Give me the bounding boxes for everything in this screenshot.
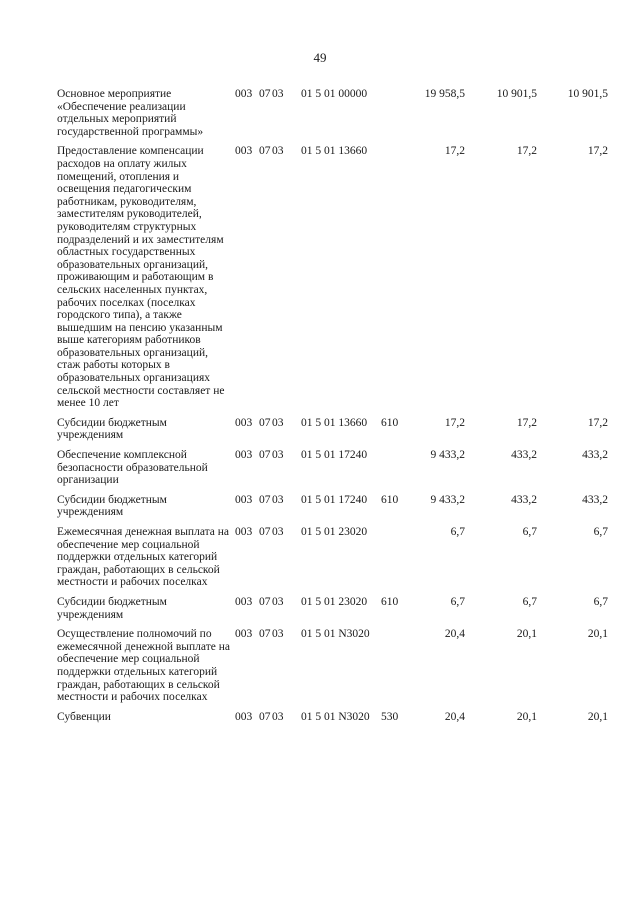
table-row [57,494,613,519]
row-gr-code: 003 [235,449,253,462]
row-gr-code: 003 [235,493,253,506]
row-amount-year-1: 19 958,5 [424,88,465,100]
row-target-code: 01 5 01 N3020 [301,710,370,723]
row-target-code: 01 5 01 17240 [301,449,368,462]
row-section: 07 [259,493,271,506]
row-subsection: 03 [272,710,284,723]
row-section: 07 [259,449,271,462]
table-row [57,449,613,487]
row-amount-year-1: 9 433,2 [430,449,465,462]
row-amount-year-3: 6,7 [593,526,608,538]
row-target-code: 01 5 01 17240 [301,493,368,506]
row-section: 07 [259,416,271,429]
row-section: 07 [259,526,271,538]
row-name: Ежемесячная денежная выплата на обеспечение мер социальной поддержки отдельных категорий граждан, работающих в сельской местности и рабочих поселках [57,526,230,589]
row-amount-year-3: 20,1 [587,628,608,641]
table-row [57,628,613,704]
row-amount-year-3: 10 901,5 [567,88,608,100]
row-amount-year-2: 17,2 [516,145,537,158]
row-amount-year-1: 17,2 [444,145,465,158]
row-name: Субвенции [57,710,111,723]
row-name: Субсидии бюджетным учреждениям [57,595,167,621]
row-amount-year-2: 10 901,5 [496,88,537,100]
row-amount-year-1: 9 433,2 [430,493,465,506]
row-expense-type: 610 [381,493,399,506]
table-row [57,596,613,621]
row-amount-year-2: 6,7 [522,595,537,608]
row-amount-year-3: 433,2 [582,493,608,506]
row-target-code: 01 5 01 23020 [301,595,368,608]
row-target-code: 01 5 01 N3020 [301,628,370,641]
row-name: Субсидии бюджетным учреждениям [57,416,167,442]
row-subsection: 03 [272,526,284,538]
row-gr-code: 003 [235,145,253,158]
table-row [57,417,613,442]
row-amount-year-2: 20,1 [516,628,537,641]
row-section: 07 [259,710,271,723]
row-amount-year-1: 6,7 [450,526,465,538]
row-expense-type: 610 [381,595,399,608]
row-section: 07 [259,88,271,100]
row-subsection: 03 [272,628,284,641]
row-target-code: 01 5 01 13660 [301,416,368,429]
row-target-code: 01 5 01 00000 [301,88,368,100]
table-row [57,88,613,138]
row-amount-year-1: 20,4 [444,710,465,723]
row-subsection: 03 [272,88,284,100]
row-amount-year-2: 6,7 [522,526,537,538]
row-gr-code: 003 [235,416,253,429]
row-amount-year-1: 6,7 [450,595,465,608]
row-subsection: 03 [272,595,284,608]
row-name: Предоставление компенсации расходов на оплату жилых помещений, отопления и освещения педагогическим работникам, руководителям, заместителям руководителей, руководителям структурных подразделений и их заместителям областных государственных образовательных организаций, проживающим и работающим в сельских населенных пунктах, рабочих поселках (поселках городского типа), а также вышедшим на пенсию указанным выше категориям работников образовательных организаций, стаж работы которых в образовательных организациях сельской местности составляет не менее 10 лет [57,145,225,410]
row-amount-year-2: 20,1 [516,710,537,723]
row-amount-year-2: 433,2 [511,449,537,462]
row-amount-year-3: 20,1 [587,710,608,723]
row-name: Осуществление полномочий по ежемесячной денежной выплате на обеспечение мер социальной поддержки отдельных категорий граждан, работающих в сельской местности и рабочих поселках [57,628,230,704]
row-amount-year-3: 6,7 [593,595,608,608]
row-subsection: 03 [272,493,284,506]
budget-table [57,88,613,730]
row-amount-year-3: 17,2 [587,145,608,158]
row-expense-type: 530 [381,710,399,723]
table-row [57,526,613,589]
page-number: 49 [313,50,327,65]
row-name: Обеспечение комплексной безопасности образовательной организации [57,449,208,487]
row-gr-code: 003 [235,595,253,608]
table-row [57,711,613,724]
row-name: Основное мероприятие «Обеспечение реализации отдельных мероприятий государственной программы» [57,88,204,138]
row-section: 07 [259,595,271,608]
row-amount-year-3: 17,2 [587,416,608,429]
row-subsection: 03 [272,449,284,462]
row-section: 07 [259,145,271,158]
row-expense-type: 610 [381,416,399,429]
table-row [57,145,613,409]
row-amount-year-2: 17,2 [516,416,537,429]
row-subsection: 03 [272,145,284,158]
row-amount-year-2: 433,2 [511,493,537,506]
row-amount-year-3: 433,2 [582,449,608,462]
row-section: 07 [259,628,271,641]
row-subsection: 03 [272,416,284,429]
row-amount-year-1: 17,2 [444,416,465,429]
row-target-code: 01 5 01 23020 [301,526,368,538]
row-target-code: 01 5 01 13660 [301,145,368,158]
row-amount-year-1: 20,4 [444,628,465,641]
row-name: Субсидии бюджетным учреждениям [57,493,167,519]
row-gr-code: 003 [235,628,253,641]
row-gr-code: 003 [235,526,253,538]
row-gr-code: 003 [235,88,253,100]
row-gr-code: 003 [235,710,253,723]
